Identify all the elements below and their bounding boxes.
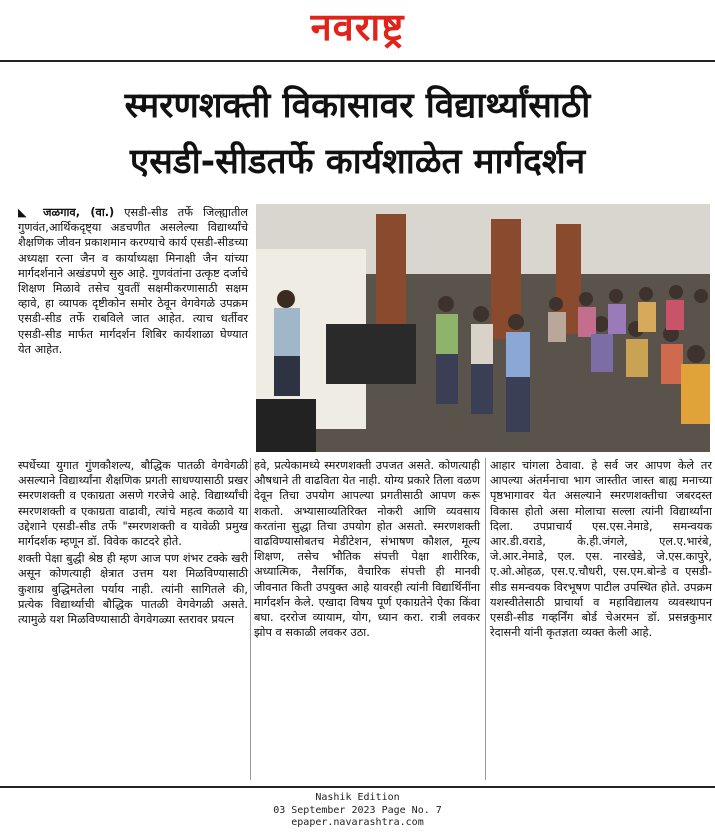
event-photo xyxy=(256,204,710,452)
footer-edition: Nashik Edition xyxy=(315,792,400,803)
footer-date-page: 03 September 2023 Page No. 7 xyxy=(273,804,442,816)
column-1-paragraph-2: शक्ती पेक्षा बुद्धी श्रेष्ठ ही म्हण आज पण शंभर टक्के खरी असून कोणत्याही क्षेत्रात उत्तम यश मिळविण्यासाठी कुशाग्र बुद्धिमतेला पर्याय नाही. त्यांनी सागितले की, प्रत्येक विद्यार्थ्याची बौद्धिक पातळी वेगवेगळी असते. त्यामुळे यश मिळविण्यासाठी वेगवेगळ्या स्तरावर प्रयत्न xyxy=(18,552,248,627)
footer-divider xyxy=(0,786,715,788)
article-lead xyxy=(18,205,248,359)
column-2-paragraph: हवे, प्रत्येकामध्ये स्मरणशक्ती उपजत असते. कोणत्याही औषधाने ती वाढविता येत नाही. योग्य प्रकारे तिला वळण देवून तिचा उपयोग आपल्या प्रगतीसाठी आपण करू शकतो. अभ्यासाव्यतिरिक्त नोकरी आणि व्यवसाय करतांना सुद्धा तिचा उपयोग होत असतो. स्मरणशक्ती वाढविण्यासोबतच मेडीटेशन, संभाषण कौशल, मूल्य शिक्षण, तसेच भौतिक संपत्ती पेक्षा शारीरिक, अध्यात्मिक, नैसर्गिक, वैचारिक संपत्ती ही मानवी जीवनात किती उपयुक्त आहे यावरही त्यांनी विद्यार्थिनींना मार्गदर्शन केले. एखादा विषय पूर्ण एकाग्रतेने ऐका किंवा बघा. दररोज व्यायाम, योग, ध्यान करा. रात्री लवकर झोप व सकाळी लवकर उठा. xyxy=(254,459,481,640)
article-column-1 xyxy=(18,458,248,629)
footer xyxy=(0,792,715,830)
column-divider-1 xyxy=(250,458,251,780)
workshop-photo-illustration xyxy=(256,204,710,452)
article-column-3 xyxy=(490,458,712,642)
lead-paragraph: एसडी-सीड तर्फे जिल्ह्यातील गुणवंत,आर्थिकदृष्ट्या अडचणीत असलेल्या विद्यार्थ्यांचे शैक्षणिक जीवन प्रकाशमान करण्याचे कार्य एसडी-सीडच्या अध्यक्षा रत्ना जैन व कार्याध्यक्षा मिनाक्षी जैन यांच्या मार्गदर्शनाने अखंडपणे सुरु आहे. गुणवंतांना उत्कृष्ट दर्जाचे शिक्षण मिळावे तसेच युवतीं सक्षमीकरणासाठी सक्षम व्हावे, हा व्यापक दृष्टीकोन समोर ठेवून वेगवेगळे उपक्रम एसडी-सीड तर्फे राबविले जात आहेत. त्याच धर्तीवर एसडी-सीड मार्फत मार्गदर्शन शिबिर कार्यशाळा घेण्यात येत आहेत. xyxy=(18,206,249,356)
footer-site: epaper.navarashtra.com xyxy=(291,817,424,828)
article-column-2 xyxy=(254,458,480,642)
headline-line-2: एसडी-सीडतर्फे कार्यशाळेत मार्गदर्शन xyxy=(129,142,586,182)
column-divider-2 xyxy=(485,458,486,780)
masthead-divider xyxy=(0,60,715,62)
headline-line-1: स्मरणशक्ती विकासावर विद्यार्थ्यांसाठी xyxy=(124,86,591,126)
dateline-marker-icon: ◣ xyxy=(18,206,44,219)
headline xyxy=(10,78,705,190)
masthead xyxy=(0,0,715,58)
column-1-paragraph-1: स्पर्धेच्या युगात गुंणकौशल्य, बौद्धिक पातळी वेगवेगळी असल्याने विद्यार्थ्यांना शैक्षणिक प्रगती साधण्यासाठी प्रखर स्मरणशक्ती व एकाग्रता असणे गरजेचे आहे. विद्यार्थ्यांची स्मरणशक्ती व एकाग्रता वाढावी, त्यांचे महत्व कळावे या उद्देशाने एसडी-सीड तर्फे "स्मरणशक्ती व यावेळी प्रमुख मार्गदर्शक म्हणून डॉ. विवेक काटदरे होते. xyxy=(18,459,248,549)
column-3-paragraph: आहार चांगला ठेवावा. हे सर्व जर आपण केले तर आपल्या अंतर्मनाचा भाग जास्तीत जास्त बाह्य मनाच्या पृष्ठभागावर येत असल्याने स्मरणशक्तीचा जबरदस्त विकास होतो असा मोलाचा सल्ला त्यांनी विद्यार्थ्यांना दिला. उपप्राचार्य एस.एस.नेमाडे, समन्वयक आर.डी.वराडे, के.ही.जंगले, एल.ए.भारंबे, जे.आर.नेमाडे, एल. एस. नारखेडे, जे.एस.कापुरे, ए.ओ.ओहळ, एस.ए.चौधरी, एस.एम.बोन्डे व एसडी-सीड समन्वयक विरभूषण पाटील उपस्थित होते. उपक्रम यशस्वीतेसाठी प्राचार्या व महाविद्यालय व्यवस्थापन एसडी-सीड गव्हर्निंग बोर्ड चेअरमन डॉ. प्रसन्नकुमार रेदासनी यांनी कृतज्ञता व्यक्त केली आहे. xyxy=(490,459,712,640)
dateline: जळगाव, (वा.) xyxy=(43,206,115,219)
newspaper-logo: नवराष्ट्र xyxy=(310,5,405,49)
